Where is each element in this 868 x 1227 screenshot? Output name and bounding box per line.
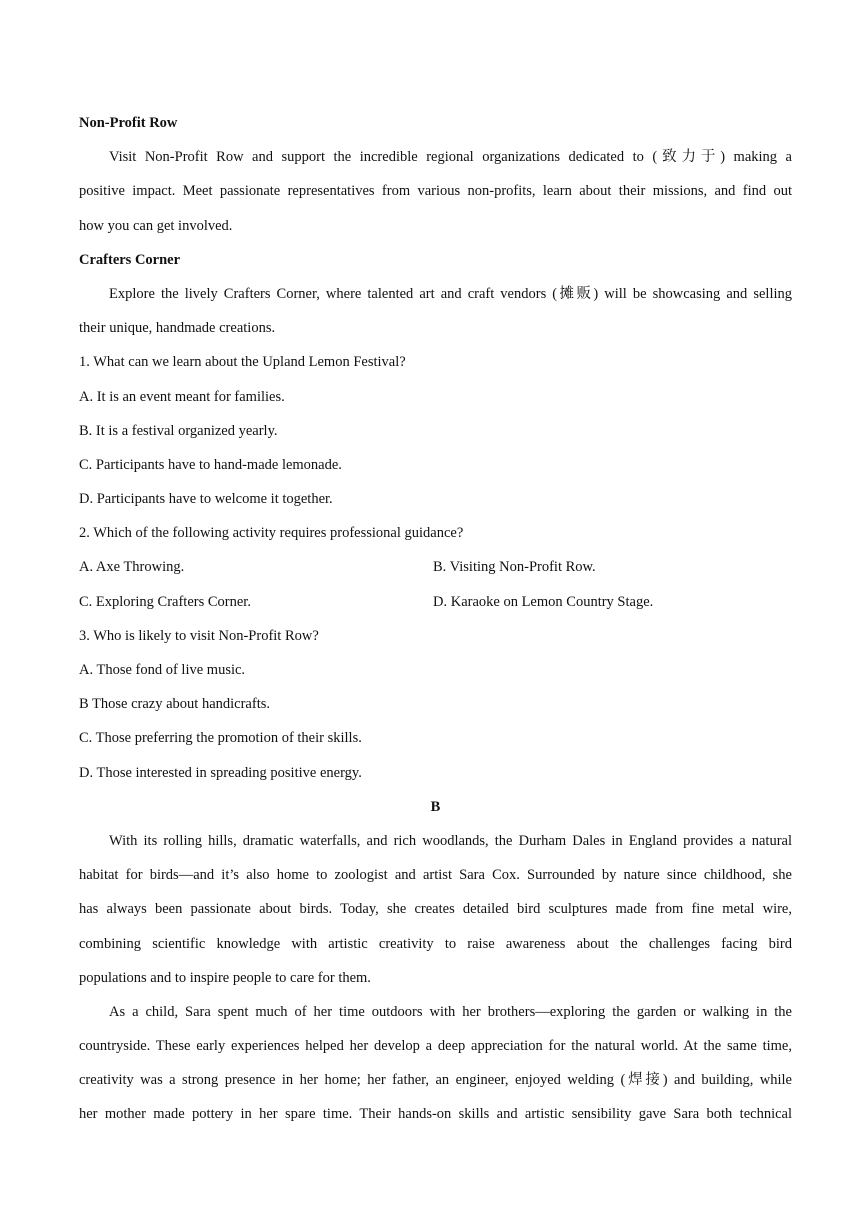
paragraph-line: As a child, Sara spent much of her time outdoors with her brothers—exploring the garden or walking in the: [109, 1003, 792, 1020]
paragraph-line: Visit Non-Profit Row and support the incredible regional organizations dedicated to (致力于) making a: [109, 149, 792, 166]
question-2-options-row-1: [79, 554, 792, 588]
question-1-option-d: D. Participants have to welcome it together.: [79, 491, 333, 508]
paragraph-line: creativity was a strong presence in her home; her father, an engineer, enjoyed welding (焊接) and building, while: [79, 1072, 792, 1089]
question-3-stem: 3. Who is likely to visit Non-Profit Row?: [79, 627, 319, 644]
heading-crafters-corner: Crafters Corner: [79, 251, 181, 268]
question-3-option-d: D. Those interested in spreading positive energy.: [79, 764, 362, 781]
question-1-stem: 1. What can we learn about the Upland Lemon Festival?: [79, 354, 406, 371]
question-1-option-b: B. It is a festival organized yearly.: [79, 422, 278, 439]
question-1-option-a: A. It is an event meant for families.: [79, 388, 285, 405]
paragraph-line: her mother made pottery in her spare time. Their hands-on skills and artistic sensibility gave Sara both technical: [79, 1106, 792, 1123]
paragraph-line: Explore the lively Crafters Corner, where talented art and craft vendors (摊贩) will be showcasing and selling: [109, 285, 792, 302]
paragraph-line: populations and to inspire people to care for them.: [79, 969, 371, 986]
question-2-option-d: D. Karaoke on Lemon Country Stage.: [433, 593, 654, 610]
paragraph-line: positive impact. Meet passionate representatives from various non-profits, learn about their missions, and find out: [79, 183, 792, 200]
question-1-option-c: C. Participants have to hand-made lemonade.: [79, 456, 342, 473]
paragraph-line: habitat for birds—and it’s also home to zoologist and artist Sara Cox. Surrounded by nature since childhood, she: [79, 867, 792, 884]
heading-non-profit-row: Non-Profit Row: [79, 115, 178, 131]
question-2-option-c: C. Exploring Crafters Corner.: [79, 593, 251, 610]
passage-b-title: B: [430, 798, 441, 815]
document-body: [79, 110, 792, 1136]
question-2-option-a: A. Axe Throwing.: [79, 559, 185, 576]
question-3-option-b: B Those crazy about handicrafts.: [79, 696, 270, 713]
paragraph-line: their unique, handmade creations.: [79, 320, 276, 337]
paragraph-line: combining scientific knowledge with artistic creativity to raise awareness about the challenges facing bird: [79, 935, 792, 952]
question-2-option-b: B. Visiting Non-Profit Row.: [433, 559, 596, 576]
question-3-option-c: C. Those preferring the promotion of their skills.: [79, 730, 362, 747]
question-2-stem: 2. Which of the following activity requires professional guidance?: [79, 525, 464, 542]
paragraph-line: has always been passionate about birds. Today, she creates detailed bird sculptures made from fine metal wire,: [79, 901, 792, 918]
paragraph-line: countryside. These early experiences helped her develop a deep appreciation for the natural world. At the same time,: [79, 1038, 792, 1055]
question-2-options-row-2: [79, 589, 792, 623]
paragraph-line: With its rolling hills, dramatic waterfalls, and rich woodlands, the Durham Dales in England provides a natural: [109, 832, 792, 849]
paragraph-line: how you can get involved.: [79, 217, 233, 234]
question-3-option-a: A. Those fond of live music.: [79, 662, 246, 678]
